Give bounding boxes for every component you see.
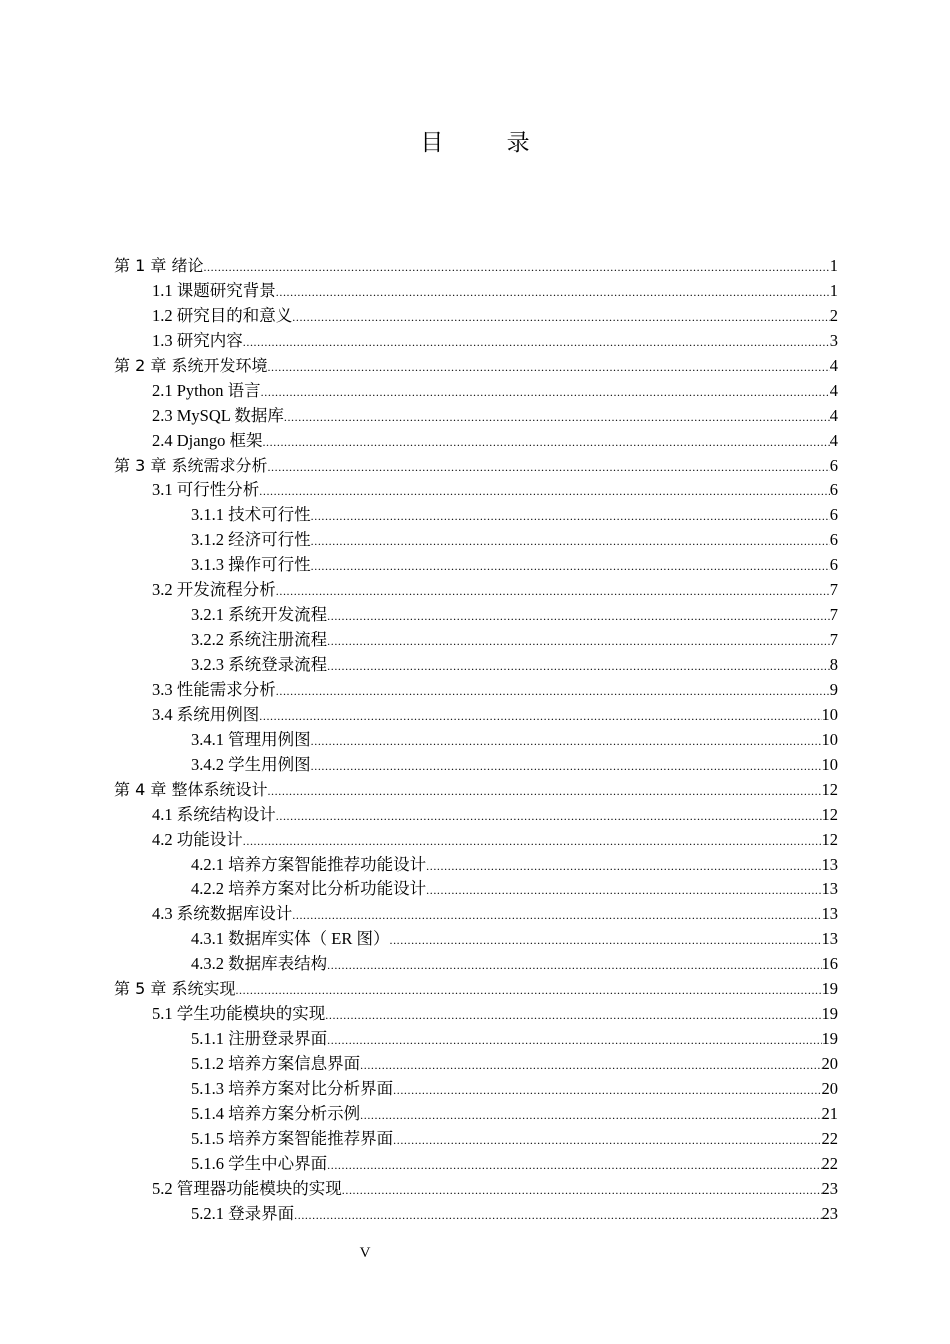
toc-entry[interactable] — [114, 703, 838, 728]
dot-leader — [327, 654, 830, 679]
toc-entry[interactable] — [114, 329, 838, 354]
dot-leader — [327, 1028, 821, 1053]
toc-entry-page: 21 — [821, 1103, 838, 1123]
toc-entry[interactable] — [114, 603, 838, 628]
toc-entry-page: 10 — [821, 729, 838, 749]
toc-entry[interactable] — [114, 354, 838, 379]
toc-entry[interactable] — [114, 454, 838, 479]
toc-entry[interactable] — [114, 254, 838, 279]
toc-entry-label: 第 3 章 系统需求分析 — [114, 455, 268, 475]
dot-leader — [342, 1178, 822, 1203]
dot-leader — [267, 355, 829, 380]
dot-leader — [311, 754, 822, 779]
toc-entry-label: 5.1.2 培养方案信息界面 — [191, 1054, 361, 1073]
toc-entry-label: 3.1 可行性分析 — [152, 480, 260, 500]
dot-leader — [276, 804, 822, 829]
toc-entry-label: 第 1 章 绪论 — [114, 256, 204, 275]
toc-entry-page: 7 — [829, 630, 838, 650]
toc-entry-page: 4 — [829, 355, 838, 375]
toc-entry-label: 5.2.1 登录界面 — [191, 1203, 295, 1223]
toc-entry[interactable] — [114, 528, 838, 553]
toc-entry[interactable] — [114, 778, 838, 803]
toc-entry-page: 13 — [821, 879, 838, 899]
toc-entry[interactable] — [114, 1152, 838, 1177]
dot-leader — [389, 928, 821, 953]
toc-entry-label: 4.3.1 数据库实体（ ER 图） — [191, 929, 390, 949]
toc-entry[interactable] — [114, 678, 838, 703]
toc-entry-page: 9 — [829, 679, 838, 699]
toc-entry[interactable] — [114, 578, 838, 603]
toc-entry-page: 7 — [829, 605, 838, 625]
toc-entry-label: 3.1.2 经济可行性 — [191, 530, 311, 550]
toc-entry-label: 第 4 章 整体系统设计 — [114, 779, 268, 799]
toc-entry-label: 5.1.5 培养方案智能推荐界面 — [191, 1128, 394, 1148]
dot-leader — [327, 604, 830, 629]
toc-entry-page: 19 — [821, 979, 838, 999]
dot-leader — [203, 255, 829, 280]
toc-entry[interactable] — [114, 1077, 838, 1102]
toc-entry-page: 12 — [821, 804, 838, 824]
dot-leader — [292, 305, 830, 330]
toc-entry-page: 16 — [821, 954, 838, 974]
toc-entry[interactable] — [114, 553, 838, 578]
toc-entry-label: 4.3 系统数据库设计 — [152, 904, 293, 924]
toc-entry-label: 4.2.2 培养方案对比分析功能设计 — [191, 879, 427, 899]
toc-entry-label: 4.1 系统结构设计 — [152, 804, 276, 824]
dot-leader — [311, 504, 830, 529]
toc-entry[interactable] — [114, 653, 838, 678]
toc-entry-page: 23 — [821, 1203, 838, 1223]
toc-entry[interactable] — [114, 952, 838, 977]
dot-leader — [259, 704, 821, 729]
toc-entry-label: 5.2 管理器功能模块的实现 — [152, 1178, 342, 1198]
toc-entry-label: 4.2.1 培养方案智能推荐功能设计 — [191, 854, 427, 874]
toc-entry-label: 1.2 研究目的和意义 — [152, 305, 293, 325]
dot-leader — [259, 479, 830, 504]
dot-leader — [311, 529, 830, 554]
toc-entry[interactable] — [114, 279, 838, 304]
toc-entry-label: 3.4 系统用例图 — [152, 704, 260, 724]
page-title: 目 录 — [420, 130, 558, 156]
toc-entry-page: 19 — [821, 1004, 838, 1024]
toc-entry-page: 12 — [821, 779, 838, 799]
toc-entry-page: 10 — [821, 754, 838, 774]
toc-entry-label: 3.4.1 管理用例图 — [191, 729, 311, 749]
toc-entry[interactable] — [114, 429, 838, 454]
toc-entry[interactable] — [114, 503, 838, 528]
dot-leader — [276, 280, 830, 305]
toc-entry-label: 3.2.3 系统登录流程 — [191, 655, 328, 674]
toc-entry-page: 6 — [829, 455, 838, 475]
toc-entry-page: 8 — [829, 655, 838, 674]
toc-entry[interactable] — [114, 828, 838, 853]
toc-entry-label: 5.1.6 学生中心界面 — [191, 1153, 328, 1173]
toc-entry-page: 1 — [829, 280, 838, 300]
toc-entry-page: 4 — [829, 380, 838, 400]
toc-entry-label: 4.3.2 数据库表结构 — [191, 954, 328, 974]
dot-leader — [393, 1078, 821, 1103]
toc-entry-page: 6 — [829, 530, 838, 550]
dot-leader — [426, 878, 821, 903]
toc-entry[interactable] — [114, 927, 838, 952]
toc-entry-label: 3.2.1 系统开发流程 — [191, 605, 328, 625]
toc-entry[interactable] — [114, 1002, 838, 1027]
toc-entry-page: 6 — [829, 505, 838, 525]
dot-leader — [243, 829, 822, 854]
toc-entry-label: 3.3 性能需求分析 — [152, 679, 276, 699]
toc-entry-page: 22 — [821, 1128, 838, 1148]
dot-leader — [327, 953, 821, 978]
toc-entry-page: 4 — [829, 405, 838, 425]
toc-entry[interactable] — [114, 1052, 838, 1077]
toc-entry[interactable] — [114, 728, 838, 753]
toc-entry[interactable] — [114, 404, 838, 429]
toc-entry-label: 2.3 MySQL 数据库 — [152, 405, 284, 425]
toc-entry[interactable] — [114, 803, 838, 828]
dot-leader — [276, 679, 830, 704]
dot-leader — [426, 854, 821, 879]
toc-entry-page: 6 — [829, 480, 838, 500]
dot-leader — [311, 554, 830, 579]
toc-entry-label: 4.2 功能设计 — [152, 829, 243, 849]
dot-leader — [284, 405, 830, 430]
toc-entry[interactable] — [114, 753, 838, 778]
toc-entry-label: 5.1 学生功能模块的实现 — [152, 1004, 326, 1024]
dot-leader — [262, 430, 829, 455]
toc-entry-page: 1 — [829, 256, 838, 275]
dot-leader — [292, 903, 821, 928]
dot-leader — [360, 1103, 821, 1128]
table-of-contents — [114, 254, 838, 1227]
toc-entry-label: 3.2.2 系统注册流程 — [191, 630, 328, 650]
toc-entry-page: 13 — [821, 854, 838, 874]
toc-entry[interactable] — [114, 379, 838, 404]
toc-entry-label: 1.3 研究内容 — [152, 330, 243, 350]
dot-leader — [267, 455, 829, 480]
toc-entry-label: 5.1.4 培养方案分析示例 — [191, 1103, 361, 1123]
toc-entry-page: 3 — [829, 330, 838, 350]
toc-entry-page: 23 — [821, 1178, 838, 1198]
dot-leader — [327, 1153, 821, 1178]
toc-entry-label: 3.2 开发流程分析 — [152, 580, 276, 600]
toc-entry-page: 22 — [821, 1153, 838, 1173]
toc-entry[interactable] — [114, 1127, 838, 1152]
toc-entry[interactable] — [114, 977, 838, 1002]
toc-entry[interactable] — [114, 902, 838, 927]
dot-leader — [235, 978, 821, 1003]
toc-entry-label: 第 2 章 系统开发环境 — [114, 355, 268, 375]
dot-leader — [360, 1053, 821, 1078]
toc-entry[interactable] — [114, 304, 838, 329]
dot-leader — [276, 579, 830, 604]
page-number: V — [359, 1245, 371, 1261]
toc-entry-page: 10 — [821, 704, 838, 724]
toc-entry-label: 5.1.1 注册登录界面 — [191, 1029, 328, 1049]
toc-entry[interactable] — [114, 1102, 838, 1127]
toc-entry-page: 6 — [829, 555, 838, 575]
toc-entry-label: 3.4.2 学生用例图 — [191, 754, 311, 774]
dot-leader — [294, 1203, 821, 1228]
toc-entry-label: 3.1.1 技术可行性 — [191, 505, 311, 525]
dot-leader — [327, 629, 830, 654]
toc-entry-page: 20 — [821, 1078, 838, 1098]
toc-entry-label: 第 5 章 系统实现 — [114, 979, 236, 999]
dot-leader — [311, 729, 822, 754]
toc-entry-page: 7 — [829, 580, 838, 600]
toc-entry-page: 19 — [821, 1029, 838, 1049]
toc-entry-label: 2.4 Django 框架 — [152, 430, 263, 450]
toc-entry[interactable] — [114, 1202, 838, 1227]
toc-entry-page: 4 — [829, 430, 838, 450]
toc-entry-label: 1.1 课题研究背景 — [152, 280, 276, 300]
toc-entry-page: 13 — [821, 904, 838, 924]
dot-leader — [325, 1003, 821, 1028]
dot-leader — [393, 1128, 821, 1153]
dot-leader — [261, 380, 830, 405]
toc-entry-label: 2.1 Python 语言 — [152, 380, 261, 400]
toc-entry-page: 12 — [821, 829, 838, 849]
toc-entry-page: 2 — [829, 305, 838, 325]
toc-entry-label: 5.1.3 培养方案对比分析界面 — [191, 1078, 394, 1098]
toc-entry-page: 13 — [821, 929, 838, 949]
dot-leader — [267, 779, 821, 804]
toc-entry[interactable] — [114, 853, 838, 878]
toc-entry-label: 3.1.3 操作可行性 — [191, 555, 311, 575]
toc-entry[interactable] — [114, 1027, 838, 1052]
toc-entry-page: 20 — [821, 1054, 838, 1073]
toc-entry[interactable] — [114, 628, 838, 653]
toc-entry[interactable] — [114, 877, 838, 902]
toc-entry[interactable] — [114, 1177, 838, 1202]
dot-leader — [243, 330, 830, 355]
toc-entry[interactable] — [114, 478, 838, 503]
